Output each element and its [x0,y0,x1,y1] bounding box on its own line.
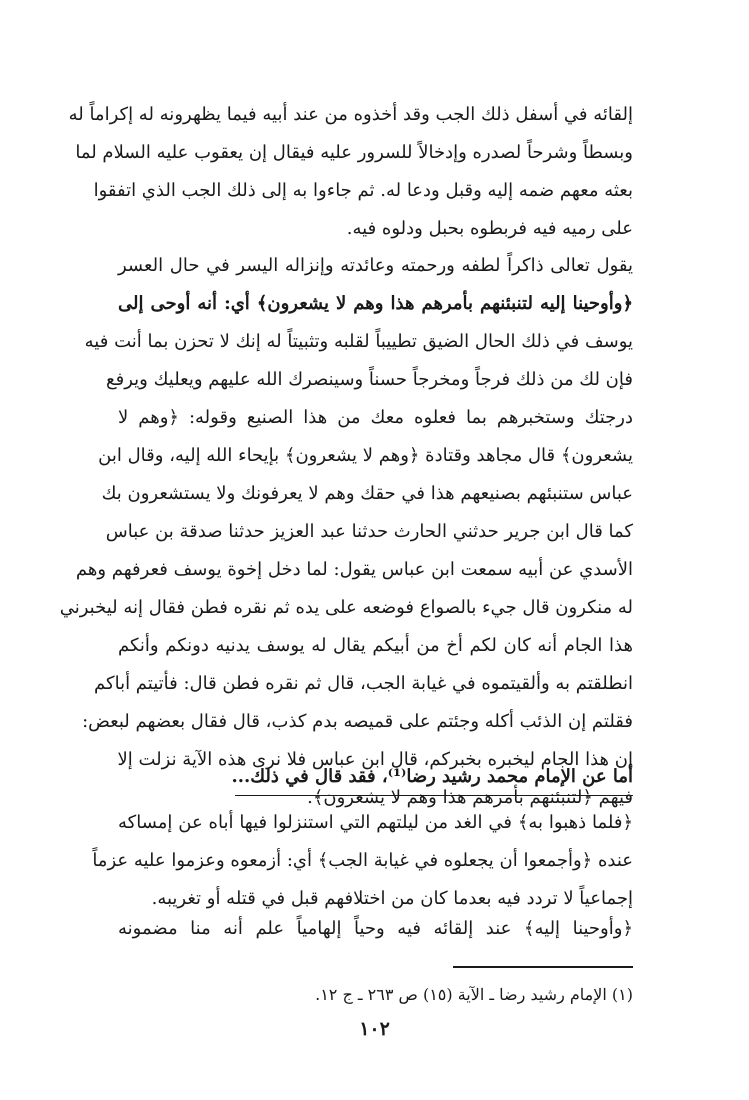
text-line: هذا الجام أنه كان لكم أخ من أبيكم يقال له يوسف يدنيه دونكم وأنكم [118,635,633,656]
paragraph [59,247,633,817]
text-line: انطلقتم به وألقيتموه في غيابة الجب، قال ثم نقره فطن قال: فأتيتم أباكم [94,673,633,694]
text-line: إلقائه في أسفل ذلك الجب وقد أخذوه من عند أبيه فيما يظهرونه له إكراماً له [68,104,633,125]
text-line: عباس ستنبئهم بصنيعهم هذا في حقك وهم لا يعرفونك ولا يستشعرون بك [101,483,633,504]
text-line: على رميه فيه فربطوه بحبل ودلوه فيه. [346,218,633,239]
text-line: ﴿فلما ذهبوا به﴾ في الغد من ليلتهم التي استنزلوا فيها أباه عن إمساكه [118,812,633,833]
text-line: فقلتم إن الذئب أكله وجئتم على قميصه بدم كذب، قال فقال بعضهم لبعض: [82,711,633,732]
text-line: ﴿وأوحينا إليه﴾ عند إلقائه فيه وحياً إلهامياً علم أنه منا مضمونه [118,918,633,939]
text-line: كما قال ابن جرير حدثني الحارث حدثنا عبد العزيز حدثنا صدقة بن عباس [105,521,633,542]
footnote: (١) الإمام رشيد رضا ـ الآية (١٥) ص ٢٦٣ ـ ج ١٢. [315,985,633,1004]
paragraph [92,804,633,918]
text-line: عنده ﴿وأجمعوا أن يجعلوه في غيابة الجب﴾ أي: أزمعوه وعزموا عليه عزماً [92,850,633,871]
text-line: فيهم ﴿لتنبئنهم بأمرهم هذا وهم لا يشعرون﴾. [307,787,633,808]
text-line: يقول تعالى ذاكراً لطفه ورحمته وعائدته وإنزاله اليسر في حال العسر [118,255,633,276]
text-line: وبسطاً وشرحاً لصدره وإدخالاً للسرور عليه فيقال إن يعقوب عليه السلام لما [75,142,633,163]
text-line: الأسدي عن أبيه سمعت ابن عباس يقول: لما دخل إخوة يوسف فعرفهم وهم [75,559,633,580]
text-line: إن هذا الجام ليخبره بخبركم، قال ابن عباس فلا نرى هذه الآية نزلت إلا [117,749,633,770]
text-line: إجماعياً لا تردد فيه بعدما كان من اختلافهم قبل في قتله أو تغريبه. [151,888,633,909]
page-number: ١٠٢ [359,1018,390,1040]
text-line: درجتك وستخبرهم بما فعلوه معك من هذا الصنيع وقوله: ﴿وهم لا [118,407,633,428]
text-line: يشعرون﴾ قال مجاهد وقتادة ﴿وهم لا يشعرون﴾ بإيحاء الله إليه، وقال ابن [98,445,633,466]
text-line: ﴿وأوحينا إليه لتنبئنهم بأمرهم هذا وهم لا يشعرون﴾ أي: أنه أوحى إلى [118,293,633,314]
footnote-separator [453,966,633,968]
text-line: يوسف في ذلك الحال الضيق تطييباً لقلبه وتثبيتاً له إنك لا تحزن بما أنت فيه [84,331,633,352]
text-line: له منكرون قال جيء بالصواع فوضعه على يده ثم نقره فطن فقال إنه ليخبرني [59,597,633,618]
text-line: بعثه معهم ضمه إليه وقبل ودعا له. ثم جاءوا به إلى ذلك الجب الذي اتفقوا [93,180,633,201]
paragraph [118,910,633,948]
text-line: فإن لك من ذلك فرجاً ومخرجاً حسناً وسينصرك الله عليهم ويعليك ويرفع [106,369,633,390]
paragraph [68,96,633,248]
heading-underline [235,795,633,796]
section-heading: أما عن الإمام محمد رشيد رضا⁽¹⁾، فقد قال في ذلك... [231,766,633,787]
